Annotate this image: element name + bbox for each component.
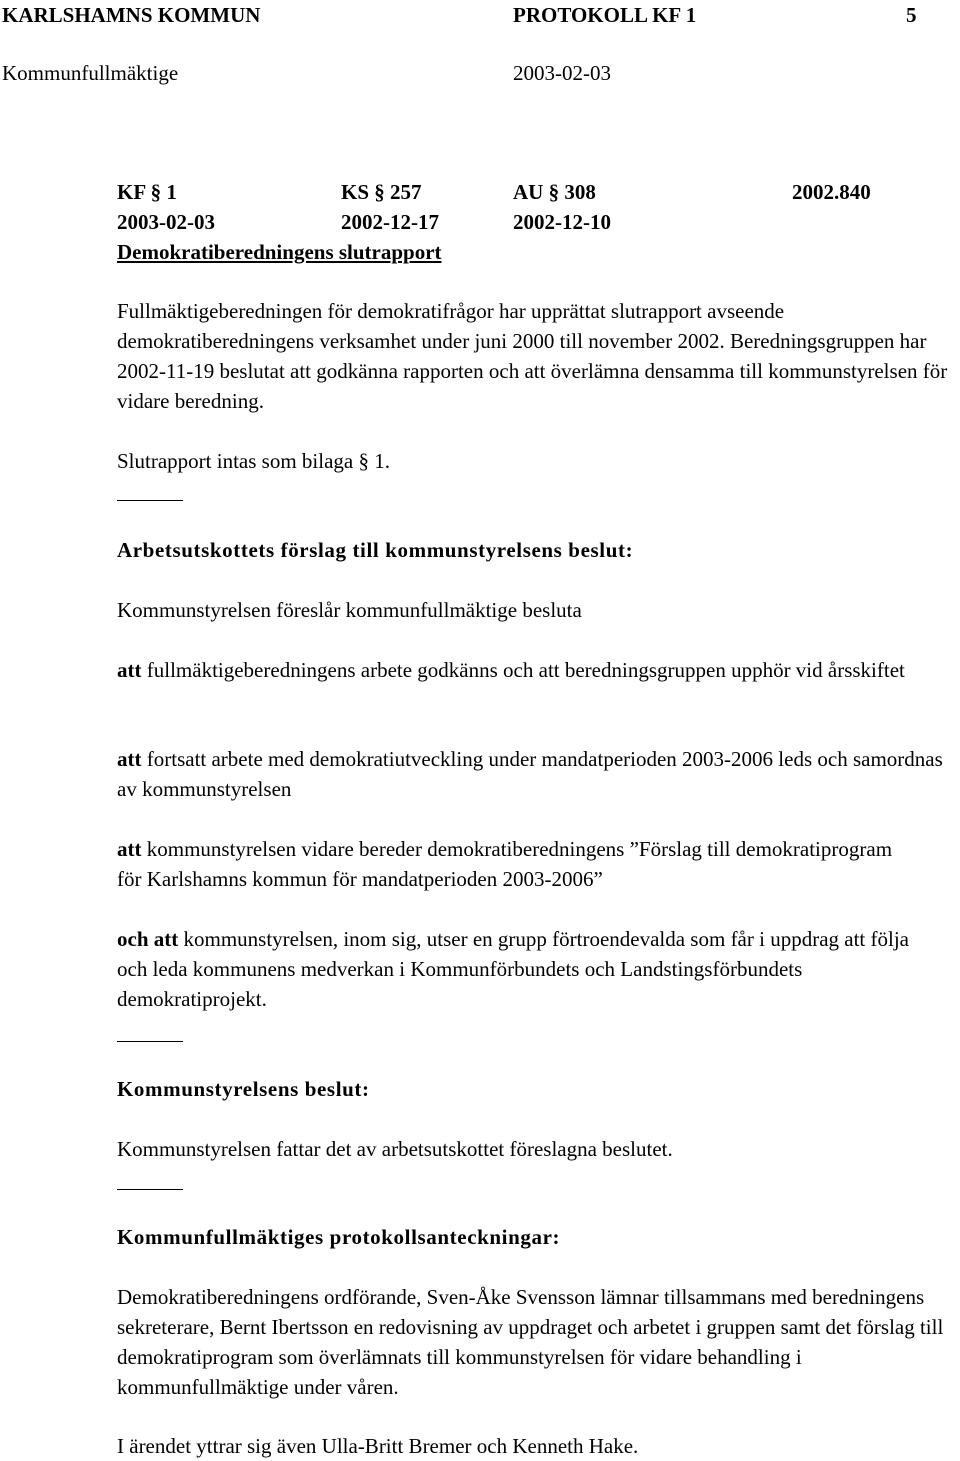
proposal-item <box>117 655 960 685</box>
au-paragraph-ref: AU § 308 <box>513 180 596 204</box>
kf-notes-paragraph: Demokratiberedningens ordförande, Sven-Åke Svensson lämnar tillsammans med beredningens sekreterare, Bernt Ibertsson en redovisning av uppdraget och arbetet i gruppen samt det förslag till demokratiprogram som överlämnats till kommunstyrelsen för vidare behandling i kommunfullmäktige under våren. <box>117 1285 944 1399</box>
ks-paragraph-ref: KS § 257 <box>341 180 422 204</box>
proposal-item <box>117 744 960 804</box>
organization-name: KARLSHAMNS KOMMUN <box>2 3 261 27</box>
proposal-keyword: att <box>117 837 142 861</box>
ks-decision-heading: Kommunstyrelsens beslut: <box>117 1077 370 1101</box>
kf-notes-heading: Kommunfullmäktiges protokollsanteckningar: <box>117 1225 561 1249</box>
proposal-keyword: att <box>117 658 142 682</box>
kf-paragraph-ref: KF § 1 <box>117 180 177 204</box>
ks-decision-text: Kommunstyrelsen fattar det av arbetsutskottet föreslagna beslutet. <box>117 1137 673 1161</box>
attachment-note: Slutrapport intas som bilaga § 1. <box>117 449 390 473</box>
matter-title: Demokratiberedningens slutrapport <box>117 240 442 264</box>
proposal-item <box>117 924 917 1014</box>
proposal-keyword: och att <box>117 927 179 951</box>
case-number: 2002.840 <box>792 180 871 204</box>
section-divider <box>117 1189 183 1190</box>
meeting-date: 2003-02-03 <box>513 61 611 85</box>
section-divider <box>117 1041 183 1042</box>
section-divider <box>117 500 183 501</box>
proposal-text: kommunstyrelsen vidare bereder demokratiberedningens ”Förslag till demokratiprogram för Karlshamns kommun för mandatperioden 2003-2006” <box>117 837 893 891</box>
au-proposal-heading: Arbetsutskottets förslag till kommunstyrelsens beslut: <box>117 538 634 562</box>
kf-notes-speakers: I ärendet yttrar sig även Ulla-Britt Bremer och Kenneth Hake. <box>117 1434 639 1458</box>
au-date: 2002-12-10 <box>513 210 611 234</box>
proposal-item <box>117 834 907 894</box>
proposal-text: kommunstyrelsen, inom sig, utser en grupp förtroendevalda som får i uppdrag att följa och leda kommunens medverkan i Kommunförbundets och Landstingsförbundets demokratiprojekt. <box>117 927 909 1011</box>
ks-date: 2002-12-17 <box>341 210 439 234</box>
proposal-text: fullmäktigeberedningens arbete godkänns och att beredningsgruppen upphör vid årsskiftet <box>141 658 905 682</box>
intro-paragraph: Fullmäktigeberedningen för demokratifrågor har upprättat slutrapport avseende demokratiberedningens verksamhet under juni 2000 till november 2002. Beredningsgruppen har 2002-11-19 beslutat att godkänna rapporten och att överlämna densamma till kommunstyrelsen för vidare beredning. <box>117 299 948 413</box>
proposal-text: fortsatt arbete med demokratiutveckling under mandatperioden 2003-2006 leds och samordnas av kommunstyrelsen <box>117 747 943 801</box>
au-proposal-lead: Kommunstyrelsen föreslår kommunfullmäktige besluta <box>117 598 582 622</box>
kf-date: 2003-02-03 <box>117 210 215 234</box>
meeting-body: Kommunfullmäktige <box>2 61 179 85</box>
proposal-keyword: att <box>117 747 142 771</box>
page-number: 5 <box>906 3 917 27</box>
protocol-title: PROTOKOLL KF 1 <box>513 3 697 27</box>
